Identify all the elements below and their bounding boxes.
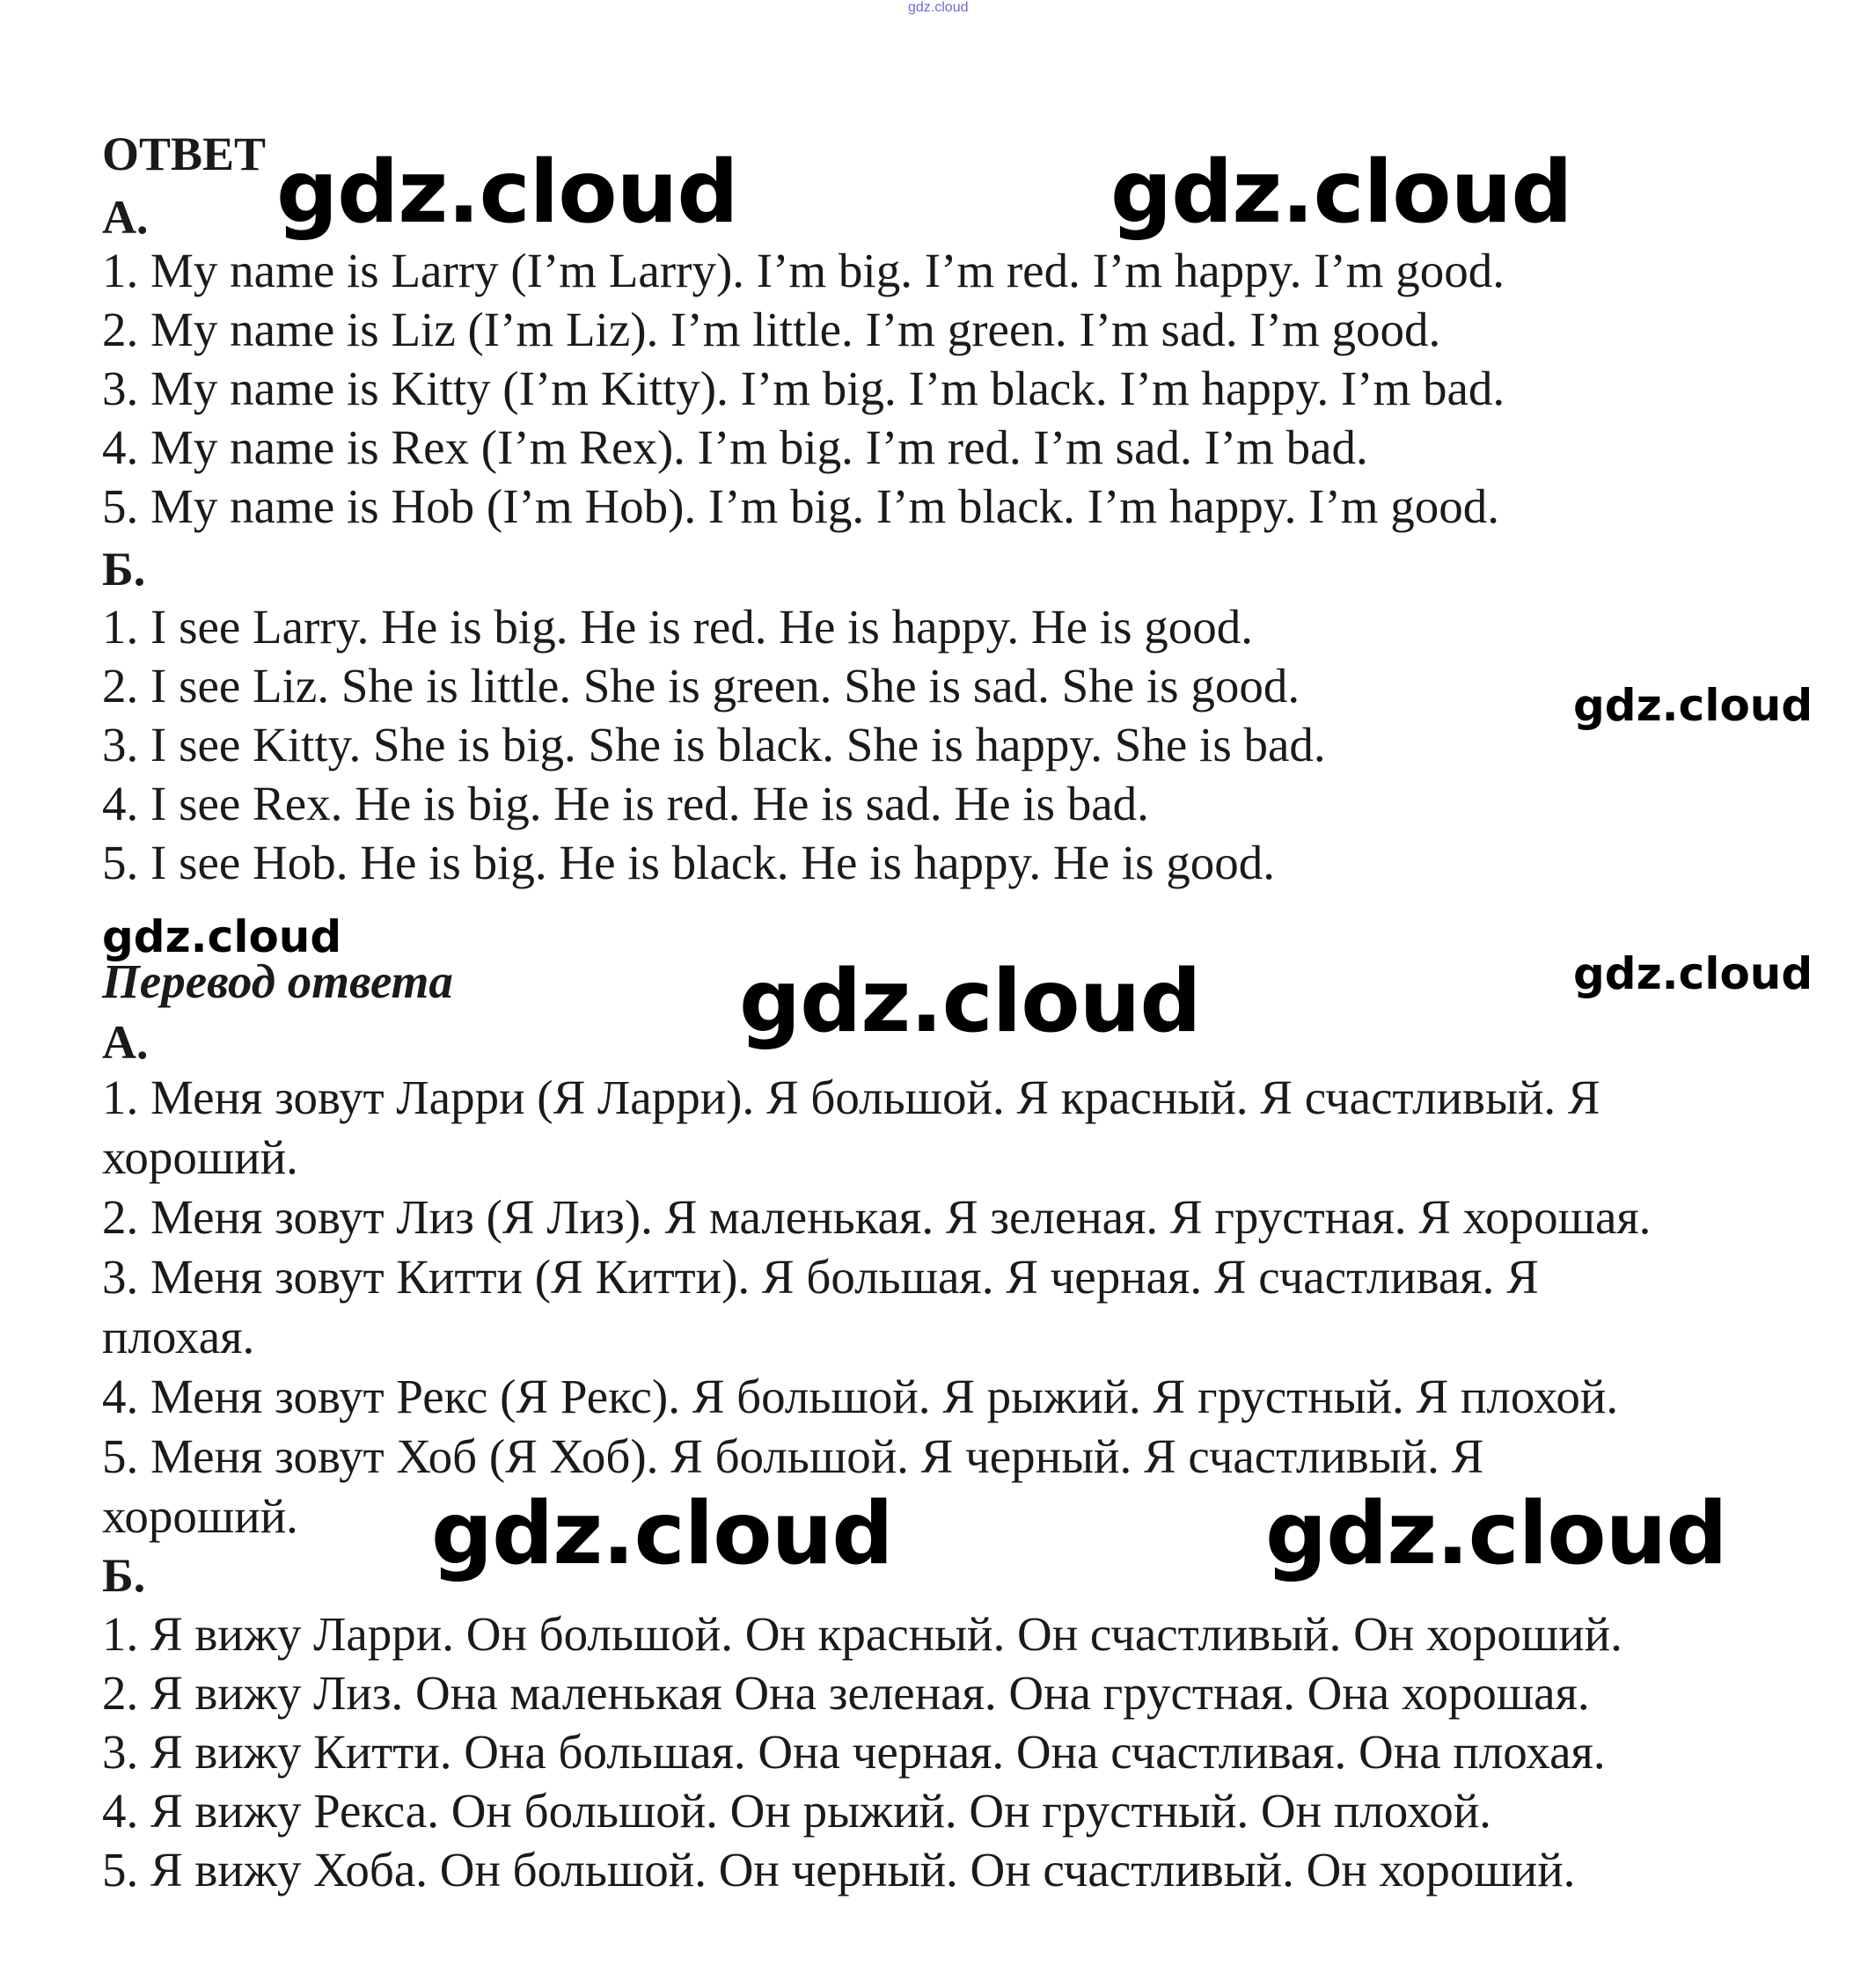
translation-heading: Перевод ответа bbox=[102, 954, 453, 1008]
russian-a-line-4: 4. Меня зовут Рекс (Я Рекс). Я большой. Я рыжий. Я грустный. Я плохой. bbox=[102, 1370, 1619, 1423]
watermark: gdz.cloud bbox=[431, 1484, 893, 1584]
english-b-line-4: 4. I see Rex. He is big. He is red. He is sad. He is bad. bbox=[102, 777, 1149, 830]
watermark: gdz.cloud bbox=[1265, 1484, 1727, 1584]
site-tag: gdz.cloud bbox=[908, 0, 969, 15]
translation-b-label: Б. bbox=[102, 1549, 146, 1602]
translation-a-label: А. bbox=[102, 1016, 149, 1069]
english-b-line-3: 3. I see Kitty. She is big. She is black. She is happy. She is bad. bbox=[102, 718, 1326, 771]
english-a-line-3: 3. My name is Kitty (I’m Kitty). I’m big. I’m black. I’m happy. I’m bad. bbox=[102, 362, 1505, 415]
watermark: gdz.cloud bbox=[1573, 948, 1813, 999]
russian-b-line-3: 3. Я вижу Китти. Она большая. Она черная. Она счастливая. Она плохая. bbox=[102, 1725, 1606, 1779]
russian-b-line-4: 4. Я вижу Рекса. Он большой. Он рыжий. Он грустный. Он плохой. bbox=[102, 1784, 1491, 1838]
watermark: gdz.cloud bbox=[102, 911, 342, 962]
russian-b-line-1: 1. Я вижу Ларри. Он большой. Он красный. Он счастливый. Он хороший. bbox=[102, 1607, 1622, 1661]
watermark: gdz.cloud bbox=[1110, 143, 1572, 243]
watermark: gdz.cloud bbox=[1573, 680, 1813, 731]
english-b-line-5: 5. I see Hob. He is big. He is black. He is happy. He is good. bbox=[102, 836, 1275, 889]
english-a-line-4: 4. My name is Rex (I’m Rex). I’m big. I’m red. I’m sad. I’m bad. bbox=[102, 420, 1368, 474]
english-a-line-5: 5. My name is Hob (I’m Hob). I’m big. I’m black. I’m happy. I’m good. bbox=[102, 479, 1500, 533]
section-a-label: А. bbox=[102, 191, 149, 244]
watermark: gdz.cloud bbox=[739, 952, 1201, 1052]
russian-a-line-3-cont: плохая. bbox=[102, 1310, 255, 1363]
russian-a-line-1: 1. Меня зовут Ларри (Я Ларри). Я большой. Я красный. Я счастливый. Я bbox=[102, 1071, 1600, 1124]
russian-a-line-5: 5. Меня зовут Хоб (Я Хоб). Я большой. Я черный. Я счастливый. Я bbox=[102, 1429, 1484, 1483]
russian-b-line-2: 2. Я вижу Лиз. Она маленькая Она зеленая. Она грустная. Она хорошая. bbox=[102, 1666, 1590, 1720]
russian-a-line-3: 3. Меня зовут Китти (Я Китти). Я большая. Я черная. Я счастливая. Я bbox=[102, 1250, 1539, 1304]
russian-a-line-1-cont: хороший. bbox=[102, 1130, 298, 1184]
english-b-line-1: 1. I see Larry. He is big. He is red. He is happy. He is good. bbox=[102, 600, 1253, 654]
watermark: gdz.cloud bbox=[276, 143, 738, 243]
russian-a-line-5-cont: хороший. bbox=[102, 1489, 298, 1543]
english-b-line-2: 2. I see Liz. She is little. She is green. She is sad. She is good. bbox=[102, 659, 1300, 713]
answer-heading: ОТВЕТ bbox=[102, 128, 267, 180]
section-b-label: Б. bbox=[102, 543, 146, 596]
russian-a-line-2: 2. Меня зовут Лиз (Я Лиз). Я маленькая. Я зеленая. Я грустная. Я хорошая. bbox=[102, 1190, 1652, 1244]
russian-b-line-5: 5. Я вижу Хоба. Он большой. Он черный. Он счастливый. Он хороший. bbox=[102, 1843, 1576, 1897]
english-a-line-1: 1. My name is Larry (I’m Larry). I’m big. I’m red. I’m happy. I’m good. bbox=[102, 244, 1505, 297]
english-a-line-2: 2. My name is Liz (I’m Liz). I’m little. I’m green. I’m sad. I’m good. bbox=[102, 303, 1441, 356]
